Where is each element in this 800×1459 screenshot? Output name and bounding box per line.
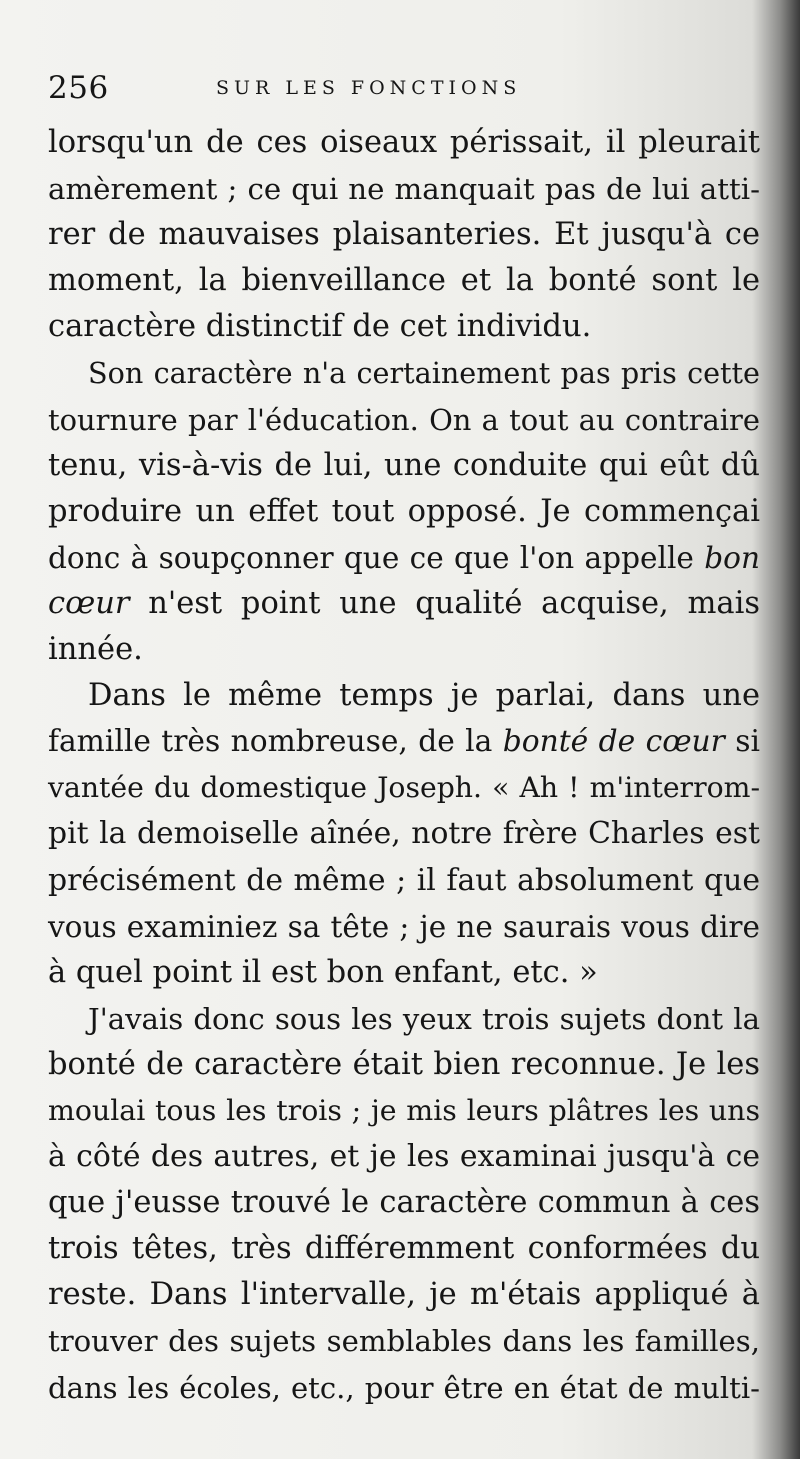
italic-text: cœur	[48, 585, 130, 621]
text-line: précisément de même ; il faut absolument que	[48, 862, 760, 898]
text-line: caractère distinctif de cet individu.	[48, 309, 592, 345]
text-line: trouver des sujets semblables dans les familles,	[48, 1324, 760, 1359]
text-line: famille très nombreuse, de la bonté de cœur si	[48, 724, 760, 760]
page-number: 256	[48, 70, 109, 106]
text-line: moment, la bienveillance et la bonté sont le	[48, 263, 760, 299]
text-line: produire un effet tout opposé. Je commençai	[48, 493, 760, 529]
text-line: cœur n'est point une qualité acquise, mais	[48, 585, 760, 621]
text-line: tournure par l'éducation. On a tout au contraire	[48, 402, 760, 437]
text-line: vantée du domestique Joseph. « Ah ! m'interrom-	[48, 771, 760, 805]
text-line: à quel point il est bon enfant, etc. »	[48, 954, 598, 990]
text-line: vous examiniez sa tête ; je ne saurais vous dire	[48, 909, 760, 944]
italic-text: bon	[704, 540, 760, 575]
text-line: amèrement ; ce qui ne manquait pas de lui atti-	[48, 172, 760, 207]
text-line: trois têtes, très différemment conformées du	[48, 1231, 760, 1267]
text-line: reste. Dans l'intervalle, je m'étais appliqué à	[48, 1277, 760, 1313]
text-line: moulai tous les trois ; je mis leurs plâtres les uns	[48, 1093, 760, 1127]
italic-text: bonté de cœur	[502, 724, 725, 760]
text-line: rer de mauvaises plaisanteries. Et jusqu'à ce	[48, 217, 760, 253]
text-line: pit la demoiselle aînée, notre frère Charles est	[48, 816, 760, 852]
text-line: à côté des autres, et je les examinai jusqu'à ce	[48, 1139, 760, 1175]
body-text	[48, 120, 760, 1411]
text-line: que j'eusse trouvé le caractère commun à ces	[48, 1185, 760, 1221]
text-line: dans les écoles, etc., pour être en état de multi-	[48, 1370, 760, 1405]
text-line: innée.	[48, 632, 143, 668]
text-line: donc à soupçonner que ce que l'on appelle bon	[48, 540, 760, 575]
paragraph-start-line: Dans le même temps je parlai, dans une	[88, 678, 760, 714]
text-line: lorsqu'un de ces oiseaux périssait, il pleurait	[48, 125, 760, 160]
paragraph-start-line: Son caractère n'a certainement pas pris cette	[88, 356, 760, 391]
paragraph-start-line: J'avais donc sous les yeux trois sujets dont la	[88, 1001, 760, 1036]
text-line: bonté de caractère était bien reconnue. Je les	[48, 1046, 760, 1082]
text-line: tenu, vis-à-vis de lui, une conduite qui eût dû	[48, 447, 760, 483]
page-header	[44, 68, 764, 112]
running-title: SUR LES FONCTIONS	[216, 77, 522, 99]
